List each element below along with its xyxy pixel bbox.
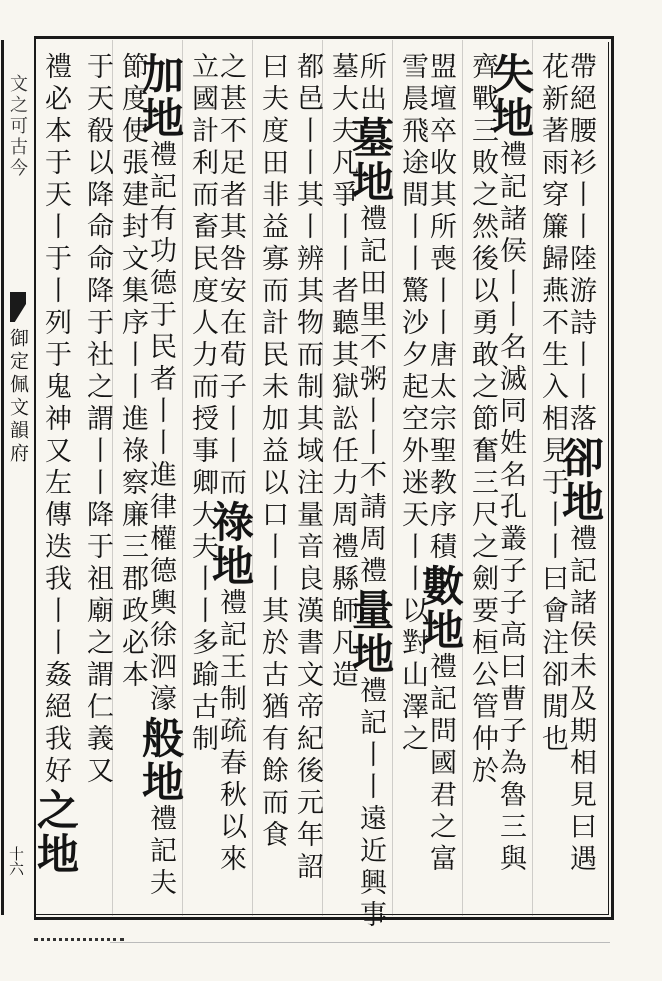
text-run: 齊戰三敗之然後以勇敢之節奮三尺之劍要桓公管仲於 <box>467 52 498 788</box>
text-column <box>289 52 321 884</box>
text-column <box>79 52 111 788</box>
text-column <box>346 52 395 932</box>
text-run: 丨丨以對山澤之 <box>397 532 428 756</box>
text-run: 禮記有功德于民者丨丨進律權德輿徐泗濠 <box>145 140 176 716</box>
text-run: 帶絕腰衫丨丨陸游詩丨丨落 <box>565 52 596 436</box>
text-column <box>464 52 496 788</box>
headword: 加地 <box>136 52 185 140</box>
text-column <box>534 52 566 756</box>
margin-book-title: 御定佩文韻府 <box>7 328 29 466</box>
headword: 數地 <box>416 564 465 652</box>
column-divider <box>252 40 253 916</box>
margin-folio-number: 十六 <box>7 846 25 876</box>
text-run: 禮記諸侯未及期相見曰遇 <box>565 524 596 876</box>
margin-rule <box>1 40 4 915</box>
text-column <box>31 52 80 876</box>
text-run: 禮記王制疏春秋以來 <box>215 588 246 876</box>
headword: 量地 <box>346 588 395 676</box>
text-run: 禮必本于天丨于丨列于鬼神又左傳迭我丨丨姦絕我好 <box>40 52 71 788</box>
text-run: 所出 <box>355 52 386 116</box>
text-run: 禮記問國君之富 <box>425 652 456 876</box>
text-column <box>206 52 255 876</box>
headword: 墓地 <box>346 116 395 204</box>
text-run: 曰夫度田非益寡而計民未加益以口丨丨其於古猶有餘而食 <box>257 52 288 852</box>
text-run: 都邑丨丨其丨辨其物而制其域注量音良漢書文帝紀後元年詔 <box>292 52 323 884</box>
headword: 般地 <box>136 716 185 804</box>
bottom-rule <box>110 942 610 943</box>
margin-top-text: 文之可古今 <box>7 74 28 179</box>
text-run: 相見于丨丨曰會注卻閒也 <box>537 404 568 756</box>
headword: 祿地 <box>206 500 255 588</box>
text-run: 禮記夫 <box>145 804 176 900</box>
headword: 失地 <box>486 52 535 140</box>
text-run: 卿大夫丨丨多踰古制 <box>187 468 218 756</box>
text-column <box>416 52 465 876</box>
text-column <box>114 52 146 692</box>
text-run: 花新著雨穿簾歸燕不生入 <box>537 52 568 404</box>
text-column <box>254 52 286 852</box>
text-run: 任力周禮縣師凡造 <box>327 436 358 692</box>
headword: 卻地 <box>556 436 605 524</box>
bottom-mark <box>34 938 124 949</box>
text-run: 禮記田里不粥丨丨不請周禮 <box>355 204 386 588</box>
text-run: 政必本 <box>117 596 148 692</box>
text-run: 禮記丨丨遠近興事 <box>355 676 386 932</box>
text-column <box>324 52 356 692</box>
text-column <box>184 52 216 756</box>
column-divider <box>532 40 533 916</box>
text-run: 墓大夫凡爭丨丨者聽其獄訟 <box>327 52 358 436</box>
text-column <box>136 52 185 900</box>
text-run: 于天殽以降命命降于社之謂丨丨降于祖廟之謂仁義又 <box>82 52 113 788</box>
text-run: 禮記諸侯丨丨名滅同姓名孔叢子子高曰曹子為魯三與 <box>495 140 526 876</box>
text-column <box>394 52 426 756</box>
text-run: 立國計利而畜民度人力而授事 <box>187 52 218 468</box>
headword: 之地 <box>31 788 80 876</box>
text-column <box>556 52 605 876</box>
text-run: 雪晨飛途間丨丨驚沙夕起空外迷天 <box>397 52 428 532</box>
text-run: 節度使張建封文集序丨丨進祿察廉三郡 <box>117 52 148 596</box>
text-run: 之甚不足者其咎安在荀子丨丨而 <box>215 52 246 500</box>
column-divider <box>462 40 463 916</box>
text-run: 盟壇卒收其所喪丨丨唐太宗聖教序積 <box>425 52 456 564</box>
text-column <box>486 52 535 876</box>
